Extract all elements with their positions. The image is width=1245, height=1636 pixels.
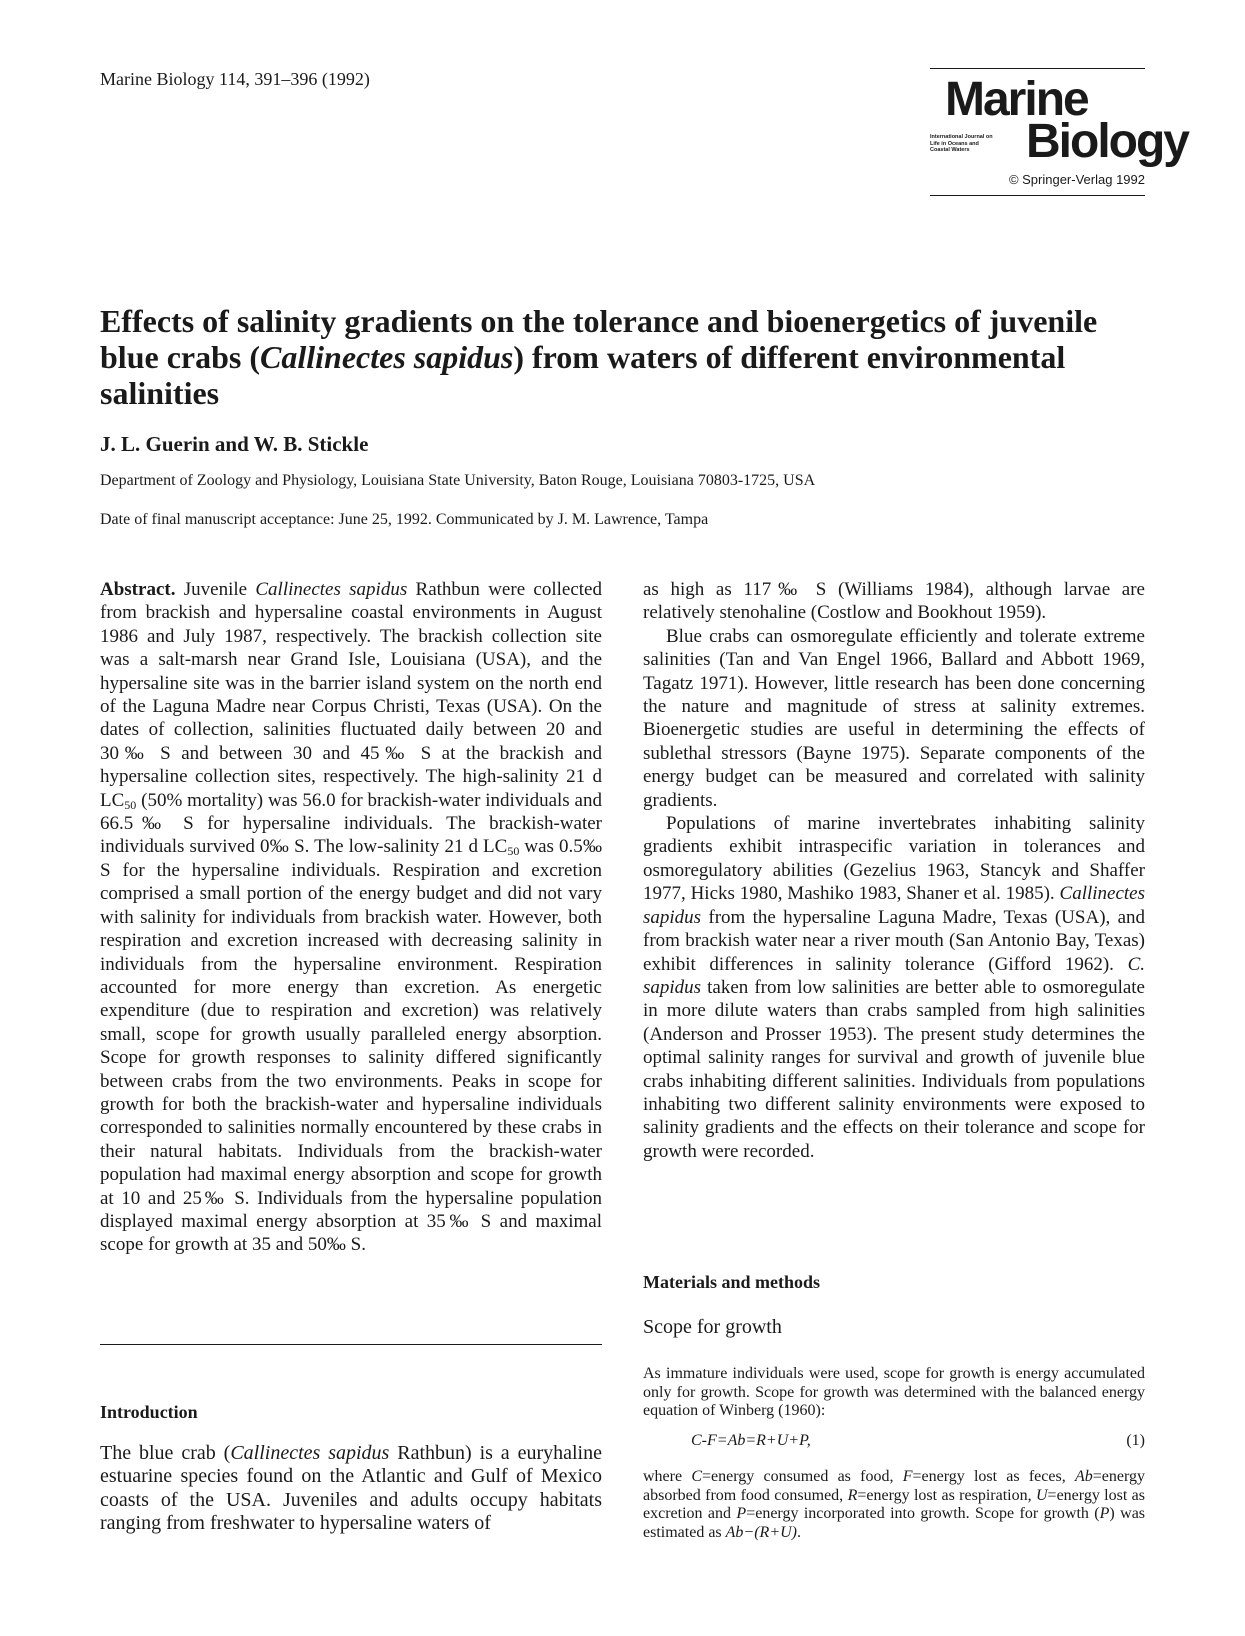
intro-paragraph-3: Populations of marine invertebrates inhabiting salinity gradients exhibit intraspecific variation in tolerances and osmoregulatory abilities (Gezelius 1963, Stancyk and Shaffer 1977, Hicks 1980, Mashiko 1983, Shaner et al. 1985). Callinectes sapidus from the hypersaline Laguna Madre, Texas (USA), and from brackish water near a river mouth (San Antonio Bay, Texas) exhibit differences in salinity tolerance (Gifford 1962). C. sapidus taken from low salinities are better able to osmoregulate in more dilute waters than crabs sampled from high salinities (Anderson and Prosser 1953). The present study determines the optimal salinity ranges for survival and growth of juvenile blue crabs inhabiting different salinities. Individuals from populations inhabiting two different salinity environments were exposed to salinity gradients and the effects on their tolerance and scope for growth were recorded. [643,813,1145,1162]
logo-word-marine: Marine [945,73,1088,126]
abstract-divider [100,1344,602,1345]
equation-number: (1) [1126,1432,1145,1449]
logo-tagline: International Journal on Life in Oceans and Coastal Waters [930,134,993,153]
logo-rule-bottom [930,195,1145,196]
publisher-copyright: © Springer-Verlag 1992 [1008,172,1145,187]
intro-paragraph-continued: as high as 117‰ S (Williams 1984), although larvae are relatively stenohaline (Costlow and Bookhout 1959). [643,579,1145,624]
intro-paragraph-2: Blue crabs can osmoregulate efficiently and tolerate extreme salinities (Tan and Van Engel 1966, Ballard and Abbott 1969, Tagatz 1971). However, little research has been done concerning the nature and magnitude of stress at salinity extremes. Bioenergetic studies are useful in determining the effects of sublethal stressors (Bayne 1975). Separate components of the energy budget can be measured and correlated with salinity gradients. [643,625,1145,811]
journal-reference: Marine Biology 114, 391–396 (1992) [100,69,370,89]
introduction-paragraph: The blue crab (Callinectes sapidus Rathbun) is a euryhaline estuarine species found on the Atlantic and Gulf of Mexico coasts of the USA. Juveniles and adults occupy habitats ranging from freshwater to hypersaline waters of [100,1442,602,1535]
equation-formula: C-F=Ab=R+U+P, [691,1432,811,1449]
scope-for-growth-subheading: Scope for growth [643,1316,782,1338]
right-column-text [643,578,1145,1163]
abstract: Abstract. Juvenile Callinectes sapidus Rathbun were collected from brackish and hypersaline coastal environments in August 1986 and July 1987, respectively. The brackish collection site was a salt-marsh near Grand Isle, Louisiana (USA), and the hypersaline site was in the barrier island system on the north end of the Laguna Madre near Corpus Christi, Texas (USA). On the dates of collection, salinities fluctuated daily between 20 and 30‰ S and between 30 and 45‰ S at the brackish and hypersaline collection sites, respectively. The high-salinity 21 d $LC_{50}$ (50% mortality) was 56.0 for brackish-water individuals and 66.5‰ S for hypersaline individuals. The brackish-water individuals survived 0‰ S. The low-salinity 21 d $LC_{50}$ was 0.5‰ S for the hypersaline individuals. Respiration and excretion comprised a small portion of the energy budget and did not vary with salinity for individuals from brackish water. However, both respiration and excretion increased with decreasing salinity in individuals from the hypersaline environment. Respiration accounted for more energy than excretion. As energetic expenditure (due to respiration and excretion) was relatively small, scope for growth usually paralleled energy absorption. Scope for growth responses to salinity differed significantly between crabs from the two environments. Peaks in scope for growth for both the brackish-water and hypersaline individuals corresponded to salinities normally encountered by these crabs in their natural habitats. Individuals from the brackish-water population had maximal energy absorption and scope for growth at 10 and 25‰ S. Individuals from the hypersaline population displayed maximal energy absorption at 35‰ S and maximal scope for growth at 35 and 50‰ S. [100,579,602,1256]
logo-word-biology: Biology [1026,115,1188,168]
logo-rule-top [930,68,1145,69]
methods-heading: Materials and methods [643,1272,820,1292]
abstract-label: Abstract. [100,579,176,600]
manuscript-dates: Date of final manuscript acceptance: June 25, 1992. Communicated by J. M. Lawrence, Tampa [100,511,709,528]
authors: J. L. Guerin and W. B. Stickle [100,432,369,456]
methods-paragraph-1: As immature individuals were used, scope for growth is energy accumulated only for growth. Scope for growth was determined with the balanced energy equation of Winberg (1960): [643,1365,1145,1419]
affiliation: Department of Zoology and Physiology, Louisiana State University, Baton Rouge, Louisiana 70803-1725, USA [100,472,816,489]
methods-paragraph-2: where C=energy consumed as food, F=energy lost as feces, Ab=energy absorbed from food consumed, R=energy lost as respiration, U=energy lost as excretion and P=energy incorporated into growth. Scope for growth (P) was estimated as Ab−(R+U). [643,1468,1146,1541]
article-title: Effects of salinity gradients on the tolerance and bioenergetics of juvenile blue crabs (Callinectes sapidus) from waters of different environmental salinities [100,303,1098,411]
introduction-heading: Introduction [100,1402,198,1422]
journal-logo [930,68,1188,198]
energy-equation [643,1432,1145,1454]
